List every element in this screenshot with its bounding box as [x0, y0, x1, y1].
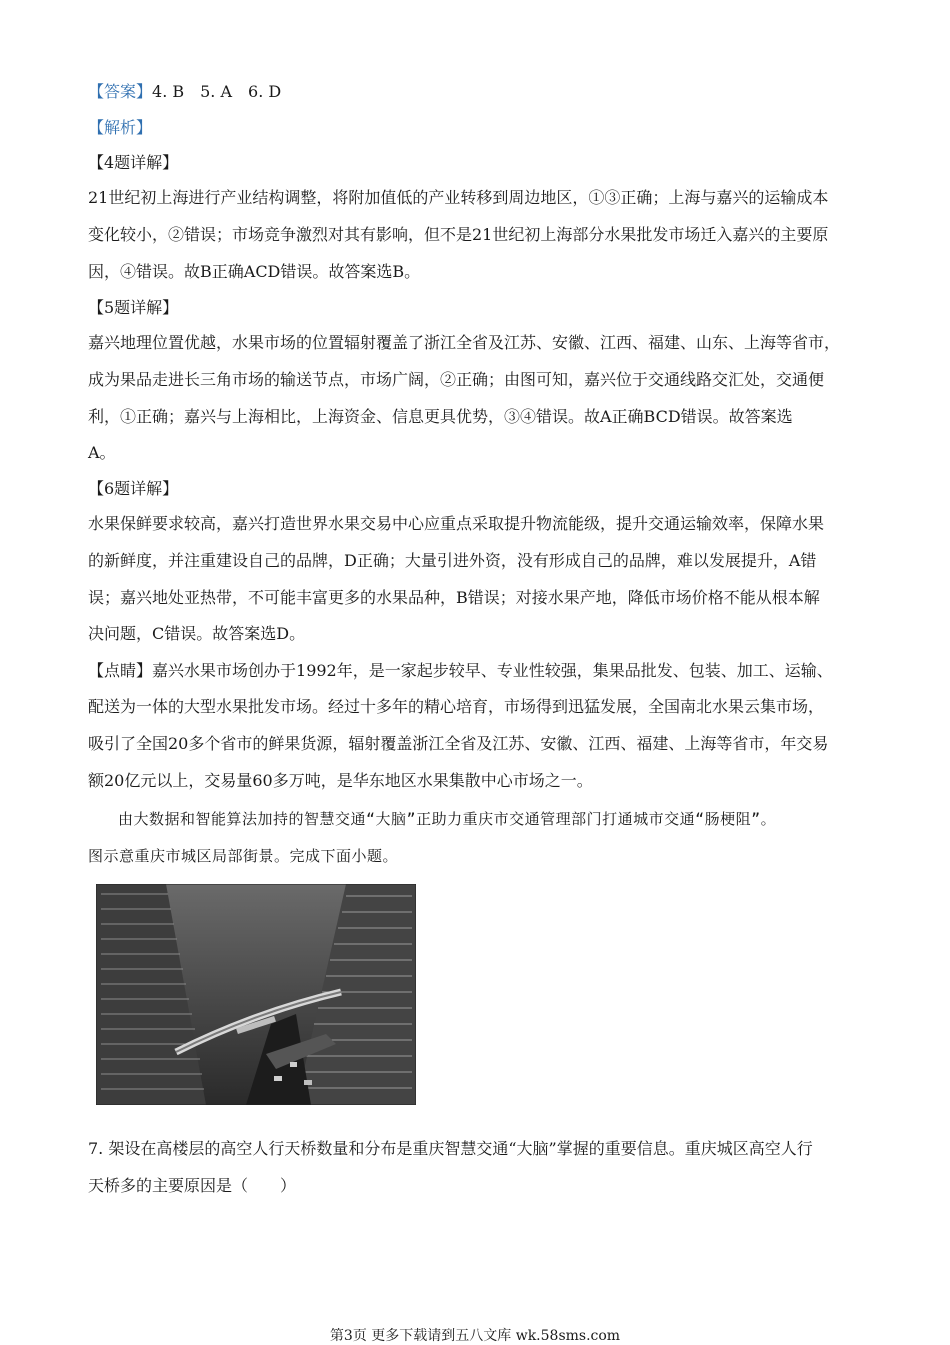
q6-line: 的新鲜度，并注重建设自己的品牌，D正确；大量引进外资，没有形成自己的品牌，难以发展提升，A错 [88, 551, 817, 570]
q6-heading: 【6题详解】 [88, 479, 179, 498]
q6-line: 误；嘉兴地处亚热带，不可能丰富更多的水果品种，B错误；对接水果产地，降低市场价格不能从根本解 [88, 588, 820, 607]
q7-line: 天桥多的主要原因是（ ） [88, 1176, 297, 1195]
tip-text: 嘉兴水果市场创办于1992年，是一家起步较早、专业性较强，集果品批发、包装、加工、运输、 [152, 661, 833, 680]
tip-tag: 【点睛】 [88, 661, 153, 680]
tip-line: 额20亿元以上，交易量60多万吨，是华东地区水果集散中心市场之一。 [88, 771, 593, 790]
q5-heading: 【5题详解】 [88, 298, 179, 317]
intro-line: 由大数据和智能算法加持的智慧交通“大脑”正助力重庆市交通管理部门打通城市交通“肠梗阻”。 [118, 810, 777, 828]
q7-line: 7. 架设在高楼层的高空人行天桥数量和分布是重庆智慧交通“大脑”掌握的重要信息。重庆城区高空人行 [88, 1139, 813, 1158]
q6-line: 水果保鲜要求较高，嘉兴打造世界水果交易中心应重点采取提升物流能级，提升交通运输效率，保障水果 [88, 514, 825, 533]
answer-text: 4. B 5. A 6. D [152, 82, 282, 101]
tip-line: 配送为一体的大型水果批发市场。经过十多年的精心培育，市场得到迅猛发展，全国南北水果云集市场， [88, 697, 825, 716]
tip-line: 吸引了全国20多个省市的鲜果货源，辐射覆盖浙江全省及江苏、安徽、江西、福建、上海等省市，年交易 [88, 734, 829, 753]
q4-line: 变化较小，②错误；市场竞争激烈对其有影响，但不是21世纪初上海部分水果批发市场迁入嘉兴的主要原 [88, 225, 829, 244]
intro-line: 图示意重庆市城区局部街景。完成下面小题。 [88, 847, 399, 865]
q5-line: 嘉兴地理位置优越，水果市场的位置辐射覆盖了浙江全省及江苏、安徽、江西、福建、山东、上海等省市， [88, 333, 841, 352]
chongqing-street-photo [96, 884, 416, 1105]
q4-line: 因，④错误。故B正确ACD错误。故答案选B。 [88, 262, 421, 281]
q5-line: A。 [88, 443, 116, 462]
answer-line [88, 82, 868, 102]
answer-tag: 【答案】 [88, 82, 153, 101]
q4-line: 21世纪初上海进行产业结构调整，将附加值低的产业转移到周边地区，①③正确；上海与嘉兴的运输成本 [88, 188, 829, 207]
tip-line [88, 661, 868, 681]
analysis-heading: 【解析】 [88, 118, 153, 137]
q4-heading: 【4题详解】 [88, 153, 179, 172]
q5-line: 成为果品走进长三角市场的输送节点，市场广阔，②正确；由图可知，嘉兴位于交通线路交汇处，交通便 [88, 370, 825, 389]
q5-line: 利，①正确；嘉兴与上海相比，上海资金、信息更具优势，③④错误。故A正确BCD错误。故答案选 [88, 407, 793, 426]
q6-line: 决问题，C错误。故答案选D。 [88, 624, 306, 643]
page-footer: 第3页 更多下载请到五八文库 wk.58sms.com [329, 1328, 621, 1344]
